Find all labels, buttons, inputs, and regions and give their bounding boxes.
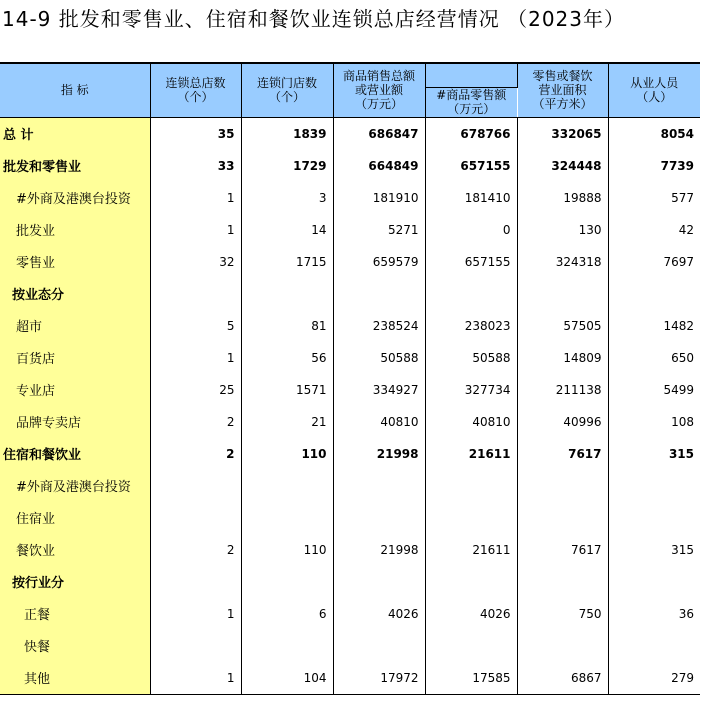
table-row bbox=[0, 662, 700, 695]
cell-retail: 21611 bbox=[425, 438, 517, 470]
cell-stores bbox=[150, 566, 241, 598]
cell-staff: 315 bbox=[668, 446, 694, 461]
cell-sales: 40810 bbox=[333, 406, 425, 438]
cell-stores bbox=[150, 278, 241, 310]
col-header-stores-line1: 连锁总店数 bbox=[165, 76, 226, 91]
cell-outlets: 3 bbox=[241, 182, 333, 214]
cell-staff: 7739 bbox=[660, 158, 694, 173]
cell-area: 324318 bbox=[517, 246, 608, 278]
table-row bbox=[0, 534, 700, 566]
cell-retail: 678766 bbox=[425, 117, 517, 150]
row-label: #外商及港澳台投资 bbox=[0, 182, 150, 214]
row-label: 百货店 bbox=[0, 342, 150, 374]
col-header-staff-line1: 从业人员 bbox=[630, 76, 679, 91]
cell-stores: 2 bbox=[150, 438, 241, 470]
cell-retail bbox=[425, 278, 517, 310]
cell-area: 332065 bbox=[517, 117, 608, 150]
cell-stores bbox=[150, 630, 241, 662]
cell-retail: 181410 bbox=[425, 182, 517, 214]
cell-outlets: 56 bbox=[241, 342, 333, 374]
cell-sales: 21998 bbox=[333, 438, 425, 470]
row-label: #外商及港澳台投资 bbox=[0, 470, 150, 502]
cell-area bbox=[517, 502, 608, 534]
cell-sales: 686847 bbox=[333, 117, 425, 150]
cell-stores: 32 bbox=[150, 246, 241, 278]
cell-retail: 0 bbox=[425, 214, 517, 246]
table-row bbox=[0, 406, 700, 438]
table-row bbox=[0, 310, 700, 342]
col-header-stores bbox=[150, 63, 241, 117]
cell-retail bbox=[425, 502, 517, 534]
row-label: 超市 bbox=[0, 310, 150, 342]
cell-sales bbox=[333, 502, 425, 534]
row-label: 住宿和餐饮业 bbox=[0, 438, 150, 470]
cell-sales: 181910 bbox=[333, 182, 425, 214]
col-header-area bbox=[517, 63, 608, 117]
row-label: 专业店 bbox=[0, 374, 150, 406]
cell-retail bbox=[425, 470, 517, 502]
cell-area: 130 bbox=[517, 214, 608, 246]
table-row bbox=[0, 214, 700, 246]
cell-sales: 5271 bbox=[333, 214, 425, 246]
cell-outlets: 6 bbox=[241, 598, 333, 630]
cell-staff: 42 bbox=[678, 222, 694, 237]
col-header-outlets bbox=[241, 63, 333, 117]
row-label: 按业态分 bbox=[0, 278, 150, 310]
cell-stores bbox=[150, 470, 241, 502]
cell-sales: 334927 bbox=[333, 374, 425, 406]
cell-staff bbox=[608, 566, 700, 598]
cell-sales bbox=[333, 470, 425, 502]
col-header-retail-spacer bbox=[425, 63, 517, 87]
col-header-area-line2: 营业面积 bbox=[538, 83, 587, 98]
cell-retail bbox=[425, 566, 517, 598]
cell-sales: 664849 bbox=[333, 150, 425, 182]
col-header-sales-line2: 或营业额 bbox=[354, 83, 403, 98]
cell-stores: 1 bbox=[150, 342, 241, 374]
cell-stores: 25 bbox=[150, 374, 241, 406]
row-label: 正餐 bbox=[0, 598, 150, 630]
cell-outlets bbox=[241, 502, 333, 534]
row-label: 批发业 bbox=[0, 214, 150, 246]
cell-area bbox=[517, 566, 608, 598]
cell-area: 324448 bbox=[517, 150, 608, 182]
cell-outlets: 1839 bbox=[241, 117, 333, 150]
cell-staff: 5499 bbox=[663, 382, 694, 397]
cell-retail: 21611 bbox=[425, 534, 517, 566]
cell-area: 7617 bbox=[517, 534, 608, 566]
col-header-outlets-line2: （个） bbox=[268, 90, 305, 105]
cell-area: 6867 bbox=[517, 662, 608, 695]
cell-staff bbox=[608, 470, 700, 502]
cell-sales: 659579 bbox=[333, 246, 425, 278]
cell-outlets: 1571 bbox=[241, 374, 333, 406]
row-label: 零售业 bbox=[0, 246, 150, 278]
table-row bbox=[0, 502, 700, 534]
cell-retail: 40810 bbox=[425, 406, 517, 438]
cell-sales: 17972 bbox=[333, 662, 425, 695]
cell-outlets: 110 bbox=[241, 438, 333, 470]
cell-area bbox=[517, 470, 608, 502]
row-label: 住宿业 bbox=[0, 502, 150, 534]
row-label: 品牌专卖店 bbox=[0, 406, 150, 438]
col-header-staff bbox=[608, 63, 700, 117]
table-row-section bbox=[0, 278, 700, 310]
cell-area: 19888 bbox=[517, 182, 608, 214]
col-header-stores-line2: （个） bbox=[177, 90, 214, 105]
cell-sales: 4026 bbox=[333, 598, 425, 630]
col-header-retail-line2: （万元） bbox=[447, 102, 496, 116]
cell-outlets: 81 bbox=[241, 310, 333, 342]
cell-stores: 1 bbox=[150, 662, 241, 695]
cell-outlets: 14 bbox=[241, 214, 333, 246]
cell-area: 14809 bbox=[517, 342, 608, 374]
col-header-sales-line3: （万元） bbox=[354, 97, 403, 112]
cell-area: 750 bbox=[517, 598, 608, 630]
cell-area: 211138 bbox=[517, 374, 608, 406]
cell-stores bbox=[150, 502, 241, 534]
data-table bbox=[0, 62, 700, 695]
cell-stores: 2 bbox=[150, 534, 241, 566]
cell-stores: 35 bbox=[150, 117, 241, 150]
col-header-area-line1: 零售或餐饮 bbox=[532, 69, 593, 84]
table-row bbox=[0, 598, 700, 630]
row-label: 总 计 bbox=[0, 117, 150, 150]
row-label: 快餐 bbox=[0, 630, 150, 662]
cell-area: 7617 bbox=[517, 438, 608, 470]
cell-area bbox=[517, 630, 608, 662]
cell-sales bbox=[333, 566, 425, 598]
cell-outlets bbox=[241, 566, 333, 598]
cell-stores: 5 bbox=[150, 310, 241, 342]
col-header-staff-line2: （人） bbox=[636, 90, 673, 105]
cell-staff bbox=[608, 502, 700, 534]
table-row-section bbox=[0, 566, 700, 598]
col-header-sales-line1: 商品销售总额 bbox=[342, 69, 415, 84]
cell-outlets: 1715 bbox=[241, 246, 333, 278]
cell-retail: 4026 bbox=[425, 598, 517, 630]
col-header-area-line3: （平方米） bbox=[532, 97, 593, 112]
row-label: 按行业分 bbox=[0, 566, 150, 598]
cell-staff: 650 bbox=[671, 350, 694, 365]
cell-retail bbox=[425, 630, 517, 662]
col-header-retail-line1: #商品零售额 bbox=[436, 88, 507, 102]
table-row bbox=[0, 182, 700, 214]
cell-sales: 50588 bbox=[333, 342, 425, 374]
cell-outlets bbox=[241, 630, 333, 662]
cell-staff: 315 bbox=[671, 542, 694, 557]
cell-retail: 327734 bbox=[425, 374, 517, 406]
row-label: 其他 bbox=[0, 662, 150, 695]
cell-outlets: 21 bbox=[241, 406, 333, 438]
table-row-total bbox=[0, 117, 700, 150]
cell-stores: 1 bbox=[150, 182, 241, 214]
cell-staff: 108 bbox=[671, 414, 694, 429]
cell-area: 40996 bbox=[517, 406, 608, 438]
cell-stores: 2 bbox=[150, 406, 241, 438]
cell-sales: 21998 bbox=[333, 534, 425, 566]
cell-retail: 657155 bbox=[425, 150, 517, 182]
page-title: 14-9 批发和零售业、住宿和餐饮业连锁总店经营情况 （2023年） bbox=[2, 7, 626, 31]
row-label: 餐饮业 bbox=[0, 534, 150, 566]
cell-outlets bbox=[241, 470, 333, 502]
cell-sales bbox=[333, 630, 425, 662]
cell-staff: 279 bbox=[608, 662, 700, 695]
row-label: 批发和零售业 bbox=[0, 150, 150, 182]
cell-staff: 7697 bbox=[663, 254, 694, 269]
table-row bbox=[0, 470, 700, 502]
cell-staff: 1482 bbox=[663, 318, 694, 333]
cell-staff: 36 bbox=[678, 606, 694, 621]
cell-staff bbox=[608, 630, 700, 662]
cell-staff: 577 bbox=[671, 190, 694, 205]
cell-sales: 238524 bbox=[333, 310, 425, 342]
cell-outlets: 1729 bbox=[241, 150, 333, 182]
cell-outlets: 104 bbox=[241, 662, 333, 695]
cell-stores: 1 bbox=[150, 214, 241, 246]
cell-sales bbox=[333, 278, 425, 310]
table-row bbox=[0, 246, 700, 278]
cell-area: 57505 bbox=[517, 310, 608, 342]
col-header-indicator: 指 标 bbox=[0, 63, 150, 117]
table-row bbox=[0, 374, 700, 406]
cell-retail: 657155 bbox=[425, 246, 517, 278]
col-header-sales bbox=[333, 63, 425, 117]
table-row bbox=[0, 342, 700, 374]
cell-area bbox=[517, 278, 608, 310]
table-row-accommodation-catering bbox=[0, 438, 700, 470]
col-header-outlets-line1: 连锁门店数 bbox=[256, 76, 317, 91]
col-header-retail bbox=[425, 87, 517, 117]
cell-retail: 238023 bbox=[425, 310, 517, 342]
cell-staff bbox=[608, 278, 700, 310]
cell-staff: 8054 bbox=[660, 126, 694, 141]
cell-retail: 50588 bbox=[425, 342, 517, 374]
table-row-wholesale-retail bbox=[0, 150, 700, 182]
cell-retail: 17585 bbox=[425, 662, 517, 695]
table-row bbox=[0, 630, 700, 662]
cell-outlets: 110 bbox=[241, 534, 333, 566]
cell-outlets bbox=[241, 278, 333, 310]
cell-stores: 1 bbox=[150, 598, 241, 630]
cell-stores: 33 bbox=[150, 150, 241, 182]
